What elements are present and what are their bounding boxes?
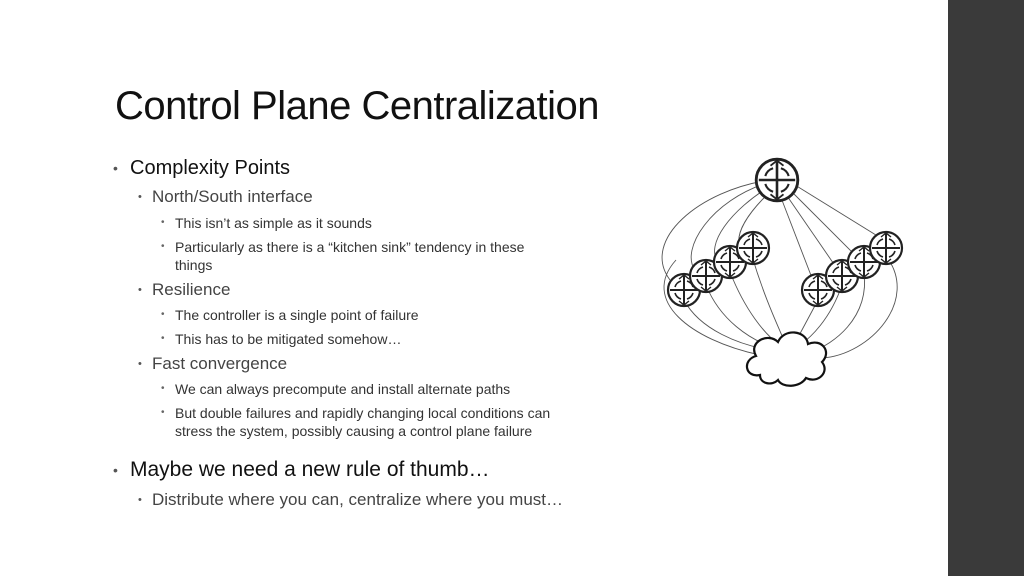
network-diagram [640, 150, 920, 400]
bullet-res-spof: • The controller is a single point of failure [110, 306, 695, 324]
bullet-rule-of-thumb: • Maybe we need a new rule of thumb… [110, 457, 650, 483]
bullet-distribute: • Distribute where you can, centralize where you must… [110, 489, 672, 511]
bullet-fast-double-failures-line1: But double failures and rapidly changing local conditions can [175, 405, 551, 421]
bullet-fast-precompute: • We can always precompute and install alternate paths [110, 380, 695, 398]
bullet-fast-double-failures-line2: stress the system, possibly causing a control plane failure [175, 423, 533, 439]
right-accent-bar [948, 0, 1024, 576]
controller-router-icon [756, 159, 798, 201]
router-group-right [802, 232, 902, 306]
bullet-complexity-points: • Complexity Points [110, 155, 650, 181]
slide-title: Control Plane Centralization [115, 84, 600, 128]
bullet-ns-kitchen-sink [110, 238, 695, 274]
bullet-fast-double-failures [110, 404, 695, 440]
bullet-ns-simple: • This isn’t as simple as it sounds [110, 214, 695, 232]
bullet-fast-convergence: • Fast convergence [110, 353, 672, 375]
bullet-res-mitigate: • This has to be mitigated somehow… [110, 330, 695, 348]
bullet-north-south: • North/South interface [110, 186, 672, 208]
bullet-ns-kitchen-sink-line2: things [175, 257, 213, 273]
router-group-left [668, 232, 769, 306]
bullet-resilience: • Resilience [110, 279, 672, 301]
cloud-icon [747, 332, 826, 385]
bullet-ns-kitchen-sink-line1: Particularly as there is a “kitchen sink” tendency in these [175, 239, 525, 255]
